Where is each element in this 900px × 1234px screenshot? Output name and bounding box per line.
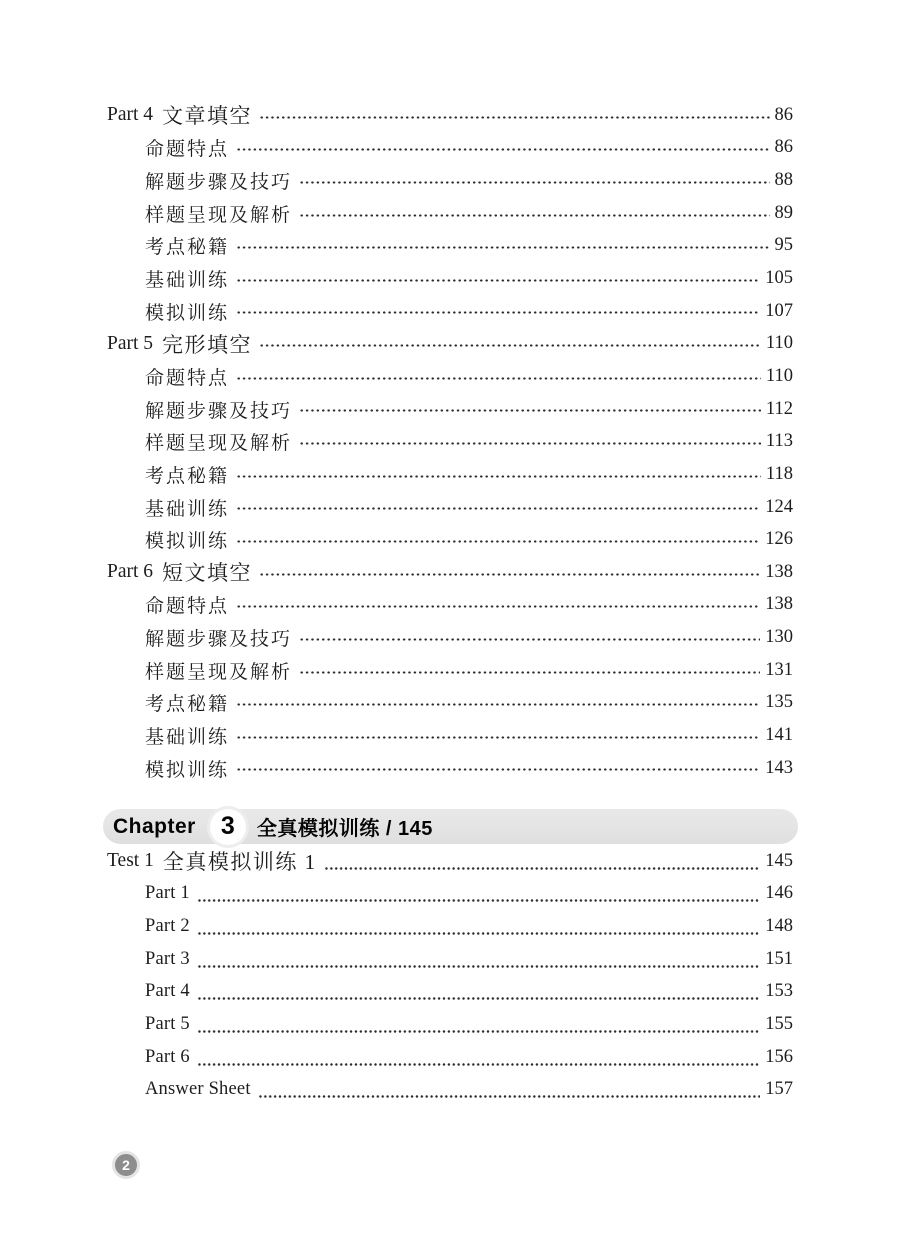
toc-subentry-label: Part 4 [145, 981, 190, 1002]
dot-leader [236, 458, 761, 491]
toc-subentry [107, 425, 793, 458]
toc-subentry-page: 124 [765, 496, 793, 517]
toc-subentry-label: 样题呈现及解析 [145, 661, 293, 683]
toc-subentry-label: 考点秘籍 [145, 465, 230, 487]
toc-subentry-label: 命题特点 [145, 139, 230, 161]
toc-subentry-label: 模拟训练 [145, 759, 230, 781]
dot-leader [236, 262, 760, 295]
dot-leader [197, 976, 760, 1009]
toc-subentry-label: 解题步骤及技巧 [145, 172, 293, 194]
toc-subentry-page: 112 [765, 398, 793, 419]
toc-subentry-page: 135 [765, 692, 793, 713]
toc-subentry [107, 164, 793, 197]
toc-subentry-page: 131 [765, 659, 793, 680]
toc-subentry-page: 95 [774, 235, 793, 256]
dot-leader [236, 132, 769, 165]
toc-subentry-page: 118 [765, 463, 793, 484]
dot-leader [324, 845, 761, 878]
toc-entry-label-latin: Test 1 [107, 850, 154, 872]
dot-leader [236, 589, 760, 622]
toc-subentry [107, 654, 793, 687]
toc-subentry [107, 523, 793, 556]
dot-leader [299, 197, 769, 230]
toc-subentry-page: 148 [765, 916, 793, 937]
toc-subentry-page: 88 [774, 170, 793, 191]
toc-subentry [107, 719, 793, 752]
toc-subentry [107, 197, 793, 230]
chapter-label: Chapter [113, 814, 196, 838]
dot-leader [299, 164, 769, 197]
toc-entry-part4 [107, 99, 793, 132]
toc-subentry [107, 1041, 793, 1074]
test-section [107, 845, 793, 1106]
dot-leader [259, 99, 769, 132]
toc-subentry-label: 解题步骤及技巧 [145, 629, 293, 651]
toc-subentry-label: Answer Sheet [145, 1079, 251, 1100]
chapter-banner [103, 809, 798, 844]
toc-subentry-page: 151 [765, 948, 793, 969]
toc-subentry [107, 360, 793, 393]
toc-subentry-label: Part 6 [145, 1046, 190, 1067]
dot-leader [236, 491, 760, 524]
dot-leader [236, 687, 760, 720]
toc-entry-page: 86 [774, 104, 793, 125]
dot-leader [197, 943, 760, 976]
toc-subentry-label: 模拟训练 [145, 302, 230, 324]
toc-subentry-page: 126 [765, 529, 793, 550]
dot-leader [197, 878, 760, 911]
toc-subentry-page: 138 [765, 594, 793, 615]
toc-subentry [107, 687, 793, 720]
toc-subentry-label: 基础训练 [145, 498, 230, 520]
dot-leader [236, 752, 760, 785]
toc-subentry [107, 621, 793, 654]
toc-subentry [107, 1073, 793, 1106]
toc-subentry-label: Part 3 [145, 948, 190, 969]
page-number-badge: 2 [112, 1151, 140, 1179]
toc-subentry [107, 132, 793, 165]
toc-subentry-page: 143 [765, 757, 793, 778]
toc-subentry [107, 491, 793, 524]
toc-subentry [107, 976, 793, 1009]
toc-entry-page: 110 [765, 333, 793, 354]
toc-subentry-page: 156 [765, 1046, 793, 1067]
toc-subentry-page: 153 [765, 981, 793, 1002]
toc-subentry [107, 458, 793, 491]
toc-subentry-label: 基础训练 [145, 270, 230, 292]
toc-subentry [107, 752, 793, 785]
toc-subentry-label: 模拟训练 [145, 531, 230, 553]
dot-leader [197, 1041, 760, 1074]
dot-leader [236, 230, 769, 263]
toc-subentry-label: Part 2 [145, 916, 190, 937]
toc-entry-label-cn: 完形填空 [162, 332, 253, 357]
toc-subentry-label: 考点秘籍 [145, 237, 230, 259]
toc-entry-part5 [107, 327, 793, 360]
toc-subentry-page: 155 [765, 1013, 793, 1034]
toc-subentry [107, 943, 793, 976]
toc-entry-label-latin: Part 5 [107, 332, 154, 354]
dot-leader [236, 523, 760, 556]
toc-entry-label-cn: 短文填空 [162, 561, 253, 586]
dot-leader [299, 393, 761, 426]
toc-subentry-page: 105 [765, 268, 793, 289]
toc-subentry-label: 样题呈现及解析 [145, 204, 293, 226]
toc-entry-test1 [107, 845, 793, 878]
toc-subentry-label: 样题呈现及解析 [145, 433, 293, 455]
chapter-number-badge: 3 [210, 809, 246, 845]
toc-subentry-page: 157 [765, 1079, 793, 1100]
dot-leader [236, 719, 760, 752]
toc-entry-part6 [107, 556, 793, 589]
dot-leader [259, 327, 761, 360]
dot-leader [236, 360, 761, 393]
dot-leader [197, 910, 760, 943]
toc-subentry [107, 910, 793, 943]
dot-leader [299, 621, 760, 654]
toc-entry-label-cn: 全真模拟训练 1 [162, 850, 317, 875]
toc-entry-page: 145 [765, 850, 793, 871]
toc-subentry-page: 130 [765, 627, 793, 648]
dot-leader [258, 1073, 761, 1106]
toc-subentry [107, 589, 793, 622]
toc-subentry-label: Part 1 [145, 883, 190, 904]
toc-entry-label-latin: Part 6 [107, 561, 154, 583]
toc-subentry [107, 262, 793, 295]
toc-subentry-page: 110 [765, 365, 793, 386]
toc-subentry-page: 86 [774, 137, 793, 158]
dot-leader [299, 425, 761, 458]
toc-subentry-page: 141 [765, 724, 793, 745]
toc-subentry-page: 146 [765, 883, 793, 904]
toc-entry-page: 138 [765, 561, 793, 582]
dot-leader [259, 556, 760, 589]
toc-subentry-page: 89 [774, 202, 793, 223]
toc-subentry-label: 命题特点 [145, 596, 230, 618]
toc-subentry-label: 解题步骤及技巧 [145, 400, 293, 422]
toc-subentry [107, 878, 793, 911]
chapter-title: 全真模拟训练 / 145 [256, 818, 433, 841]
toc-subentry [107, 230, 793, 263]
toc-subentry-label: 基础训练 [145, 726, 230, 748]
dot-leader [197, 1008, 760, 1041]
toc-subentry-label: 考点秘籍 [145, 694, 230, 716]
dot-leader [299, 654, 760, 687]
toc-subentry [107, 393, 793, 426]
toc-entry-label-latin: Part 4 [107, 104, 154, 126]
toc-subentry-label: Part 5 [145, 1013, 190, 1034]
toc-subentry [107, 295, 793, 328]
toc-subentry-page: 107 [765, 300, 793, 321]
toc-subentry [107, 1008, 793, 1041]
dot-leader [236, 295, 760, 328]
toc-subentry-label: 命题特点 [145, 367, 230, 389]
table-of-contents [107, 99, 793, 1106]
toc-subentry-page: 113 [765, 431, 793, 452]
toc-entry-label-cn: 文章填空 [162, 104, 253, 129]
